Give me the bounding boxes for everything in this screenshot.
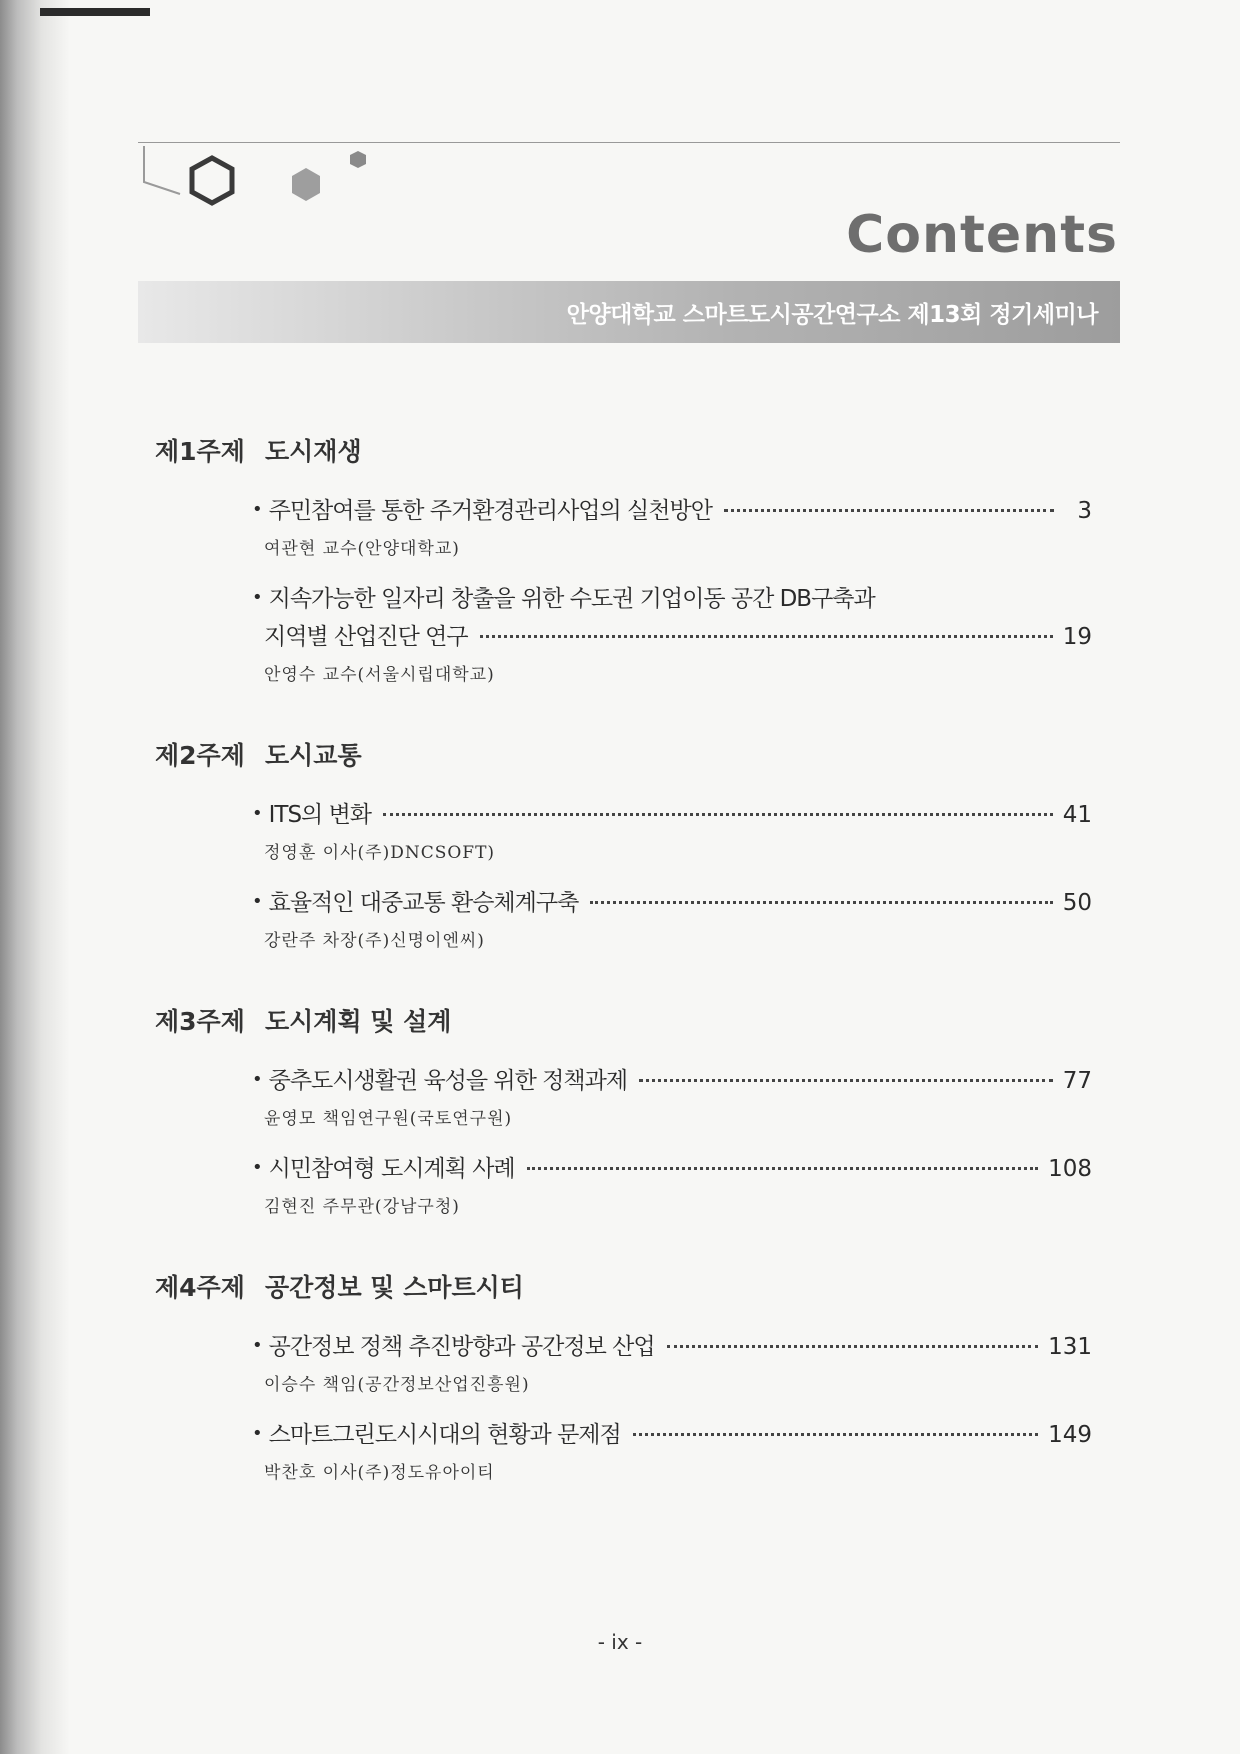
seminar-banner: [138, 281, 1120, 343]
contents-title: Contents: [846, 205, 1118, 265]
bracket-line: [144, 146, 180, 194]
dot-leader: [480, 635, 1053, 638]
bullet-icon: •: [252, 1423, 263, 1444]
section-title: 공간정보 및 스마트시티: [265, 1273, 524, 1302]
section-label: 제2주제: [155, 741, 245, 770]
page-footer: - ix -: [597, 1630, 643, 1654]
toc-entry[interactable]: [252, 492, 1092, 559]
bullet-icon: •: [252, 587, 263, 608]
page-number: 131: [1048, 1334, 1092, 1360]
entry-author: 김현진 주무관(강남구청): [264, 1197, 460, 1217]
page-number: 3: [1077, 498, 1092, 524]
entry-author: 이승수 책임(공간정보산업진흥원): [264, 1375, 530, 1395]
toc-entry[interactable]: [252, 796, 1092, 863]
bullet-icon: •: [252, 1335, 263, 1356]
entry-author: 윤영모 책임연구원(국토연구원): [264, 1109, 513, 1129]
section-header: [155, 736, 362, 772]
entry-title: 지역별 산업진단 연구: [264, 624, 468, 650]
section-label: 제4주제: [155, 1273, 245, 1302]
page-number: 108: [1048, 1156, 1092, 1182]
section-title: 도시계획 및 설계: [265, 1007, 452, 1036]
toc-entry[interactable]: [252, 1150, 1092, 1217]
outline-hexagon: [192, 158, 232, 203]
entry-title: 스마트그린도시시대의 현황과 문제점: [268, 1422, 621, 1448]
toc-entry[interactable]: [252, 1416, 1092, 1483]
dot-leader: [383, 813, 1053, 816]
entry-title-line1: 지속가능한 일자리 창출을 위한 수도권 기업이동 공간 DB구축과: [268, 586, 875, 612]
page-number: 77: [1062, 1068, 1092, 1094]
bullet-icon: •: [252, 803, 263, 824]
entry-title: 시민참여형 도시계획 사례: [268, 1156, 515, 1182]
section-header: [155, 1002, 451, 1038]
dot-leader: [667, 1345, 1039, 1348]
page-number: 50: [1062, 890, 1092, 916]
banner-text: 안양대학교 스마트도시공간연구소 제13회 정기세미나: [566, 302, 1098, 328]
page-number: 149: [1048, 1422, 1092, 1448]
dot-leader: [527, 1167, 1038, 1170]
section-label: 제1주제: [155, 437, 245, 466]
bullet-icon: •: [252, 1157, 263, 1178]
bullet-icon: •: [252, 1069, 263, 1090]
page-number: 19: [1062, 624, 1092, 650]
dot-leader: [590, 901, 1052, 904]
entry-author: 강란주 차장(주)신명이엔씨): [264, 931, 485, 951]
dot-leader: [639, 1079, 1053, 1082]
entry-author: 정영훈 이사(주)DNCSOFT): [264, 843, 496, 863]
toc-entry[interactable]: [252, 580, 1092, 685]
binding-shadow: [0, 0, 70, 1754]
toc-entry[interactable]: [252, 884, 1092, 951]
section-header: [155, 1268, 524, 1304]
bullet-icon: •: [252, 499, 263, 520]
entry-author: 박찬호 이사(주)정도유아이티: [264, 1463, 495, 1483]
page-number: 41: [1062, 802, 1092, 828]
scan-corner-mark: [40, 8, 150, 16]
toc-entry[interactable]: [252, 1062, 1092, 1129]
section-title: 도시교통: [265, 741, 362, 770]
entry-author: 안영수 교수(서울시립대학교): [264, 665, 495, 685]
entry-title: ITS의 변화: [268, 802, 372, 828]
gray-hexagon: [292, 168, 320, 201]
entry-title: 중추도시생활권 육성을 위한 정책과제: [268, 1068, 628, 1094]
hexagon-decoration: [140, 142, 400, 242]
bullet-icon: •: [252, 891, 263, 912]
entry-title: 공간정보 정책 추진방향과 공간정보 산업: [268, 1334, 655, 1360]
section-title: 도시재생: [265, 437, 362, 466]
toc-entry[interactable]: [252, 1328, 1092, 1395]
dot-leader: [633, 1433, 1038, 1436]
entry-title: 주민참여를 통한 주거환경관리사업의 실천방안: [268, 498, 712, 524]
small-hexagon: [350, 151, 366, 168]
entry-author: 여관현 교수(안양대학교): [264, 539, 460, 559]
section-header: [155, 432, 362, 468]
section-label: 제3주제: [155, 1007, 245, 1036]
dot-leader: [724, 509, 1054, 512]
entry-title: 효율적인 대중교통 환승체계구축: [268, 890, 579, 916]
